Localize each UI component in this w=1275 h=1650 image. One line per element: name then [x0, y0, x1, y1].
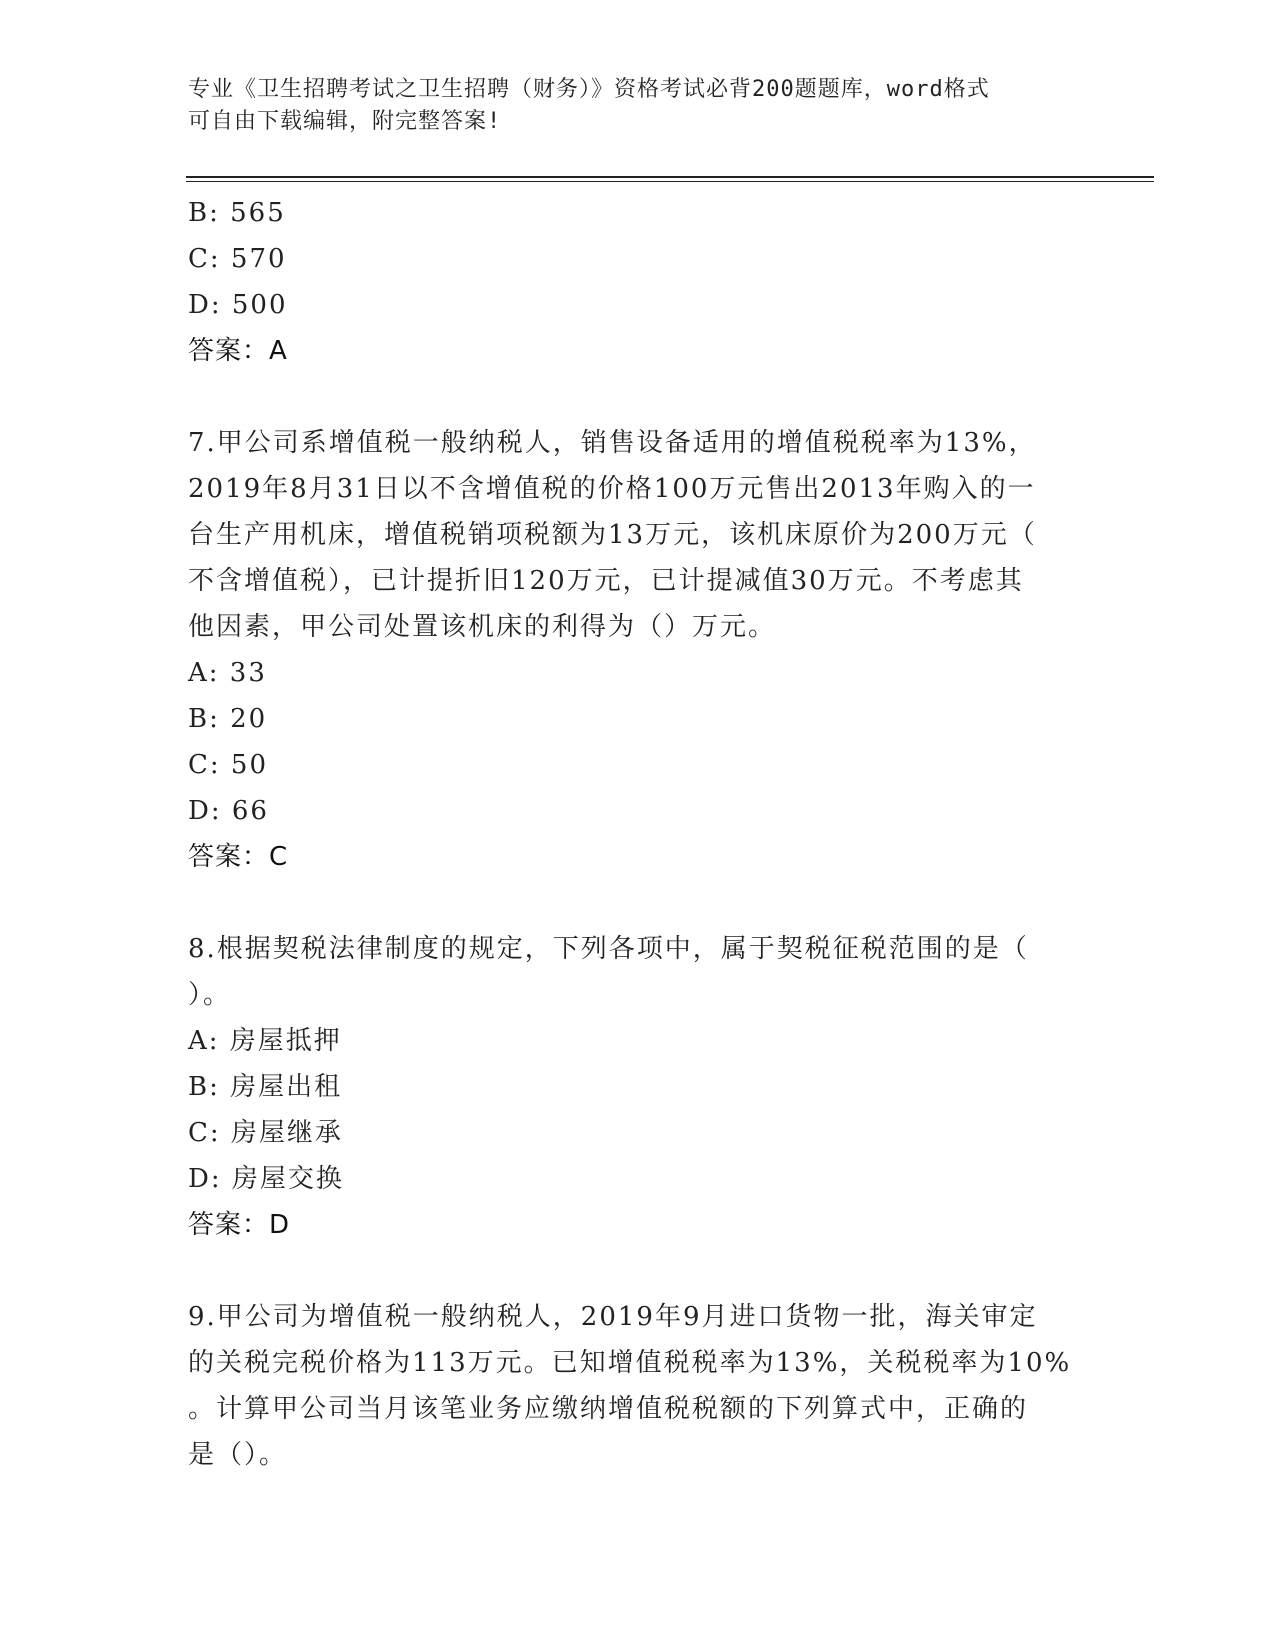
question-text-line: 8.根据契税法律制度的规定，下列各项中，属于契税征税范围的是（ [188, 934, 1029, 964]
answer: 答案：D [188, 1210, 291, 1240]
question-text-line: 。计算甲公司当月该笔业务应缴纳增值税税额的下列算式中，正确的 [188, 1394, 1029, 1424]
option-d: D: 500 [188, 290, 288, 320]
option-b: B: 20 [188, 704, 268, 734]
question-text-line: 不含增值税），已计提折旧120万元，已计提减值30万元。不考虑其 [188, 566, 1024, 596]
option-d: D: 66 [188, 796, 269, 826]
answer: 答案：A [188, 336, 288, 366]
question-text-line: 台生产用机床，增值税销项税额为13万元，该机床原价为200万元（ [188, 520, 1037, 550]
option-a: A: 房屋抵押 [188, 1026, 342, 1056]
question-text-line: 他因素，甲公司处置该机床的利得为（）万元。 [188, 612, 777, 642]
question-8 [188, 926, 1068, 1248]
question-text-line: 的关税完税价格为113万元。已知增值税税率为13%，关税税率为10% [188, 1348, 1072, 1378]
option-c: C: 50 [188, 750, 269, 780]
header-rule-thin [186, 181, 1154, 182]
option-d: D: 房屋交换 [188, 1164, 344, 1194]
question-9 [188, 1294, 1072, 1478]
option-b: B: 房屋出租 [188, 1072, 343, 1102]
document-body [188, 190, 1072, 1478]
option-b: B: 565 [188, 198, 286, 228]
header-line-2: 可自由下载编辑，附完整答案! [188, 109, 502, 134]
option-a: A: 33 [188, 658, 267, 688]
question-7 [188, 420, 1068, 880]
option-c: C: 570 [188, 244, 287, 274]
document-header [188, 74, 1068, 138]
question-text-line: 9.甲公司为增值税一般纳税人，2019年9月进口货物一批，海关审定 [188, 1302, 1038, 1332]
question-6-continued [188, 190, 1068, 374]
option-c: C: 房屋继承 [188, 1118, 343, 1148]
question-text-line: 是（）。 [188, 1440, 288, 1470]
question-text-line: ）。 [188, 980, 232, 1010]
header-line-1: 专业《卫生招聘考试之卫生招聘（财务）》资格考试必背200题题库，word格式 [188, 77, 990, 102]
question-text-line: 2019年8月31日以不含增值税的价格100万元售出2013年购入的一 [188, 474, 1036, 504]
question-text-line: 7.甲公司系增值税一般纳税人，销售设备适用的增值税税率为13%， [188, 428, 1037, 458]
header-rule [186, 176, 1154, 178]
answer: 答案：C [188, 842, 289, 872]
